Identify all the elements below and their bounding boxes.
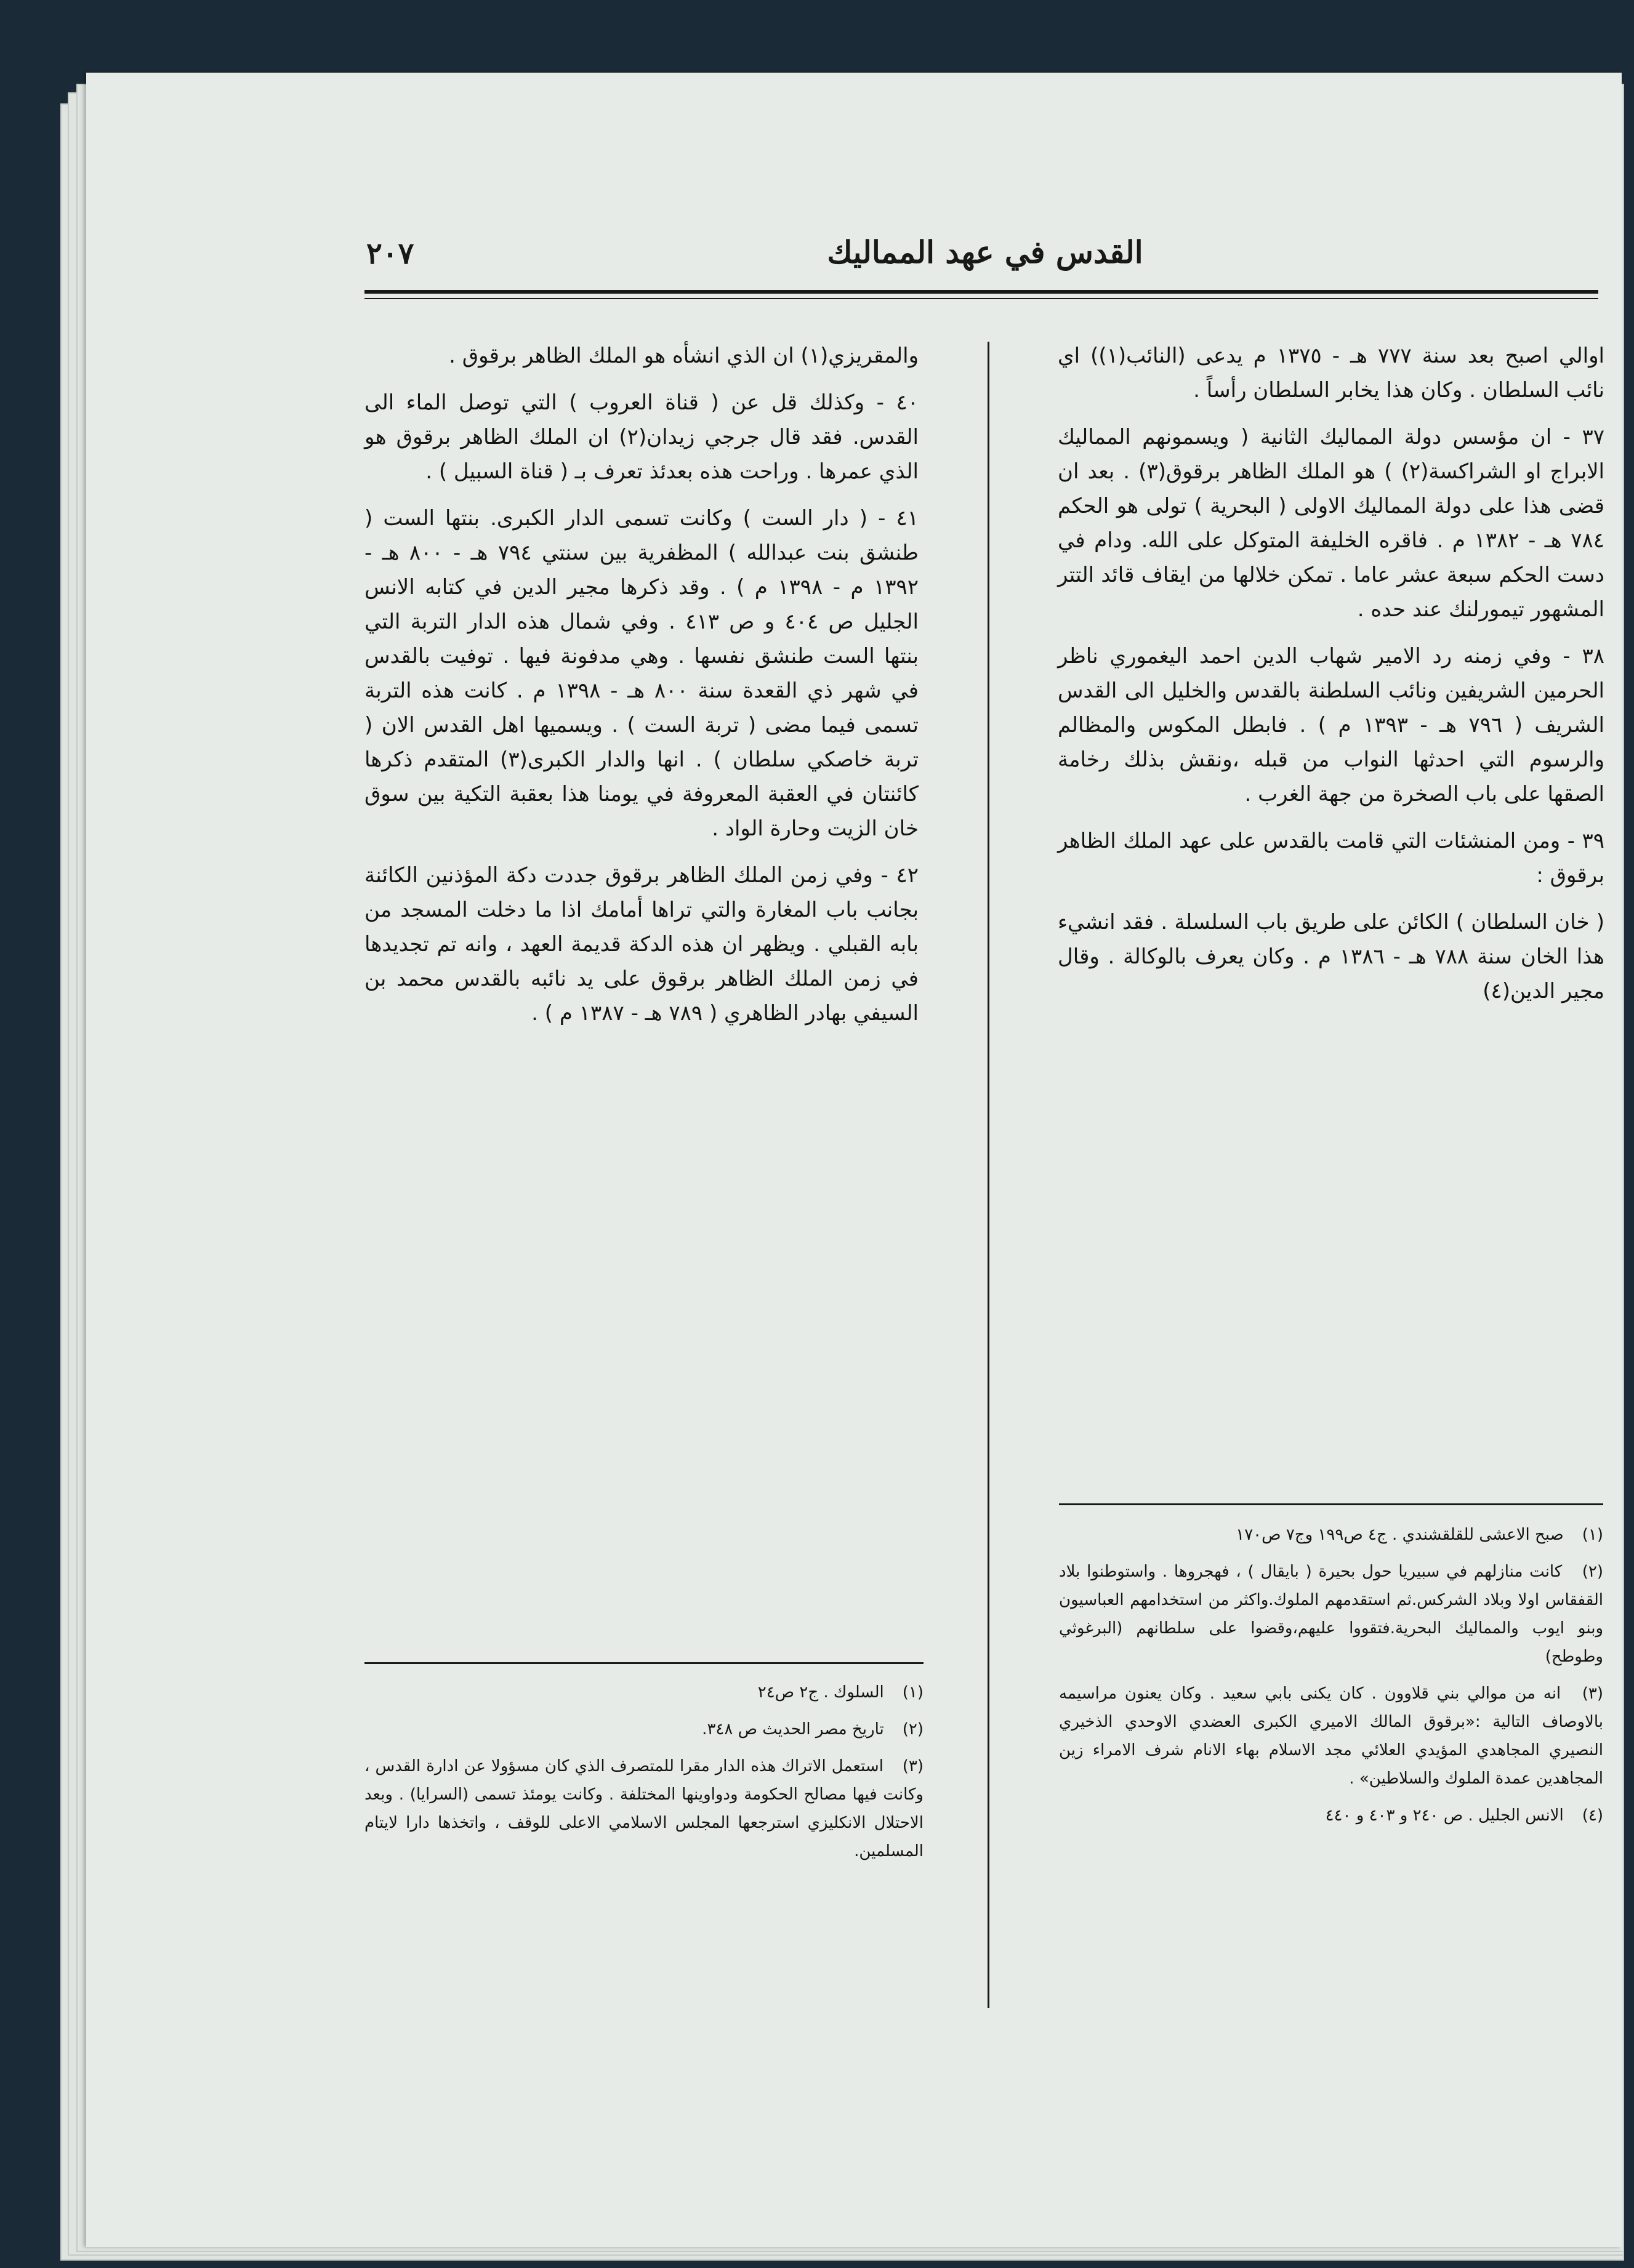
- paragraph: ٤٢ - وفي زمن الملك الظاهر برقوق جددت دكة المؤذنين الكائنة بجانب باب المغارة والتي تراها أمامك اذا ما دخلت المسجد من بابه القبلي . ويظهر ان هذه الدكة قديمة العهد ، وانه تم تجديدها في زمن الملك الظاهر برقوق على يد نائبه بالقدس محمد بن السيفي بهادر الظاهري ( ٧٨٩ هـ - ١٣٨٧ م ) .: [364, 863, 919, 1026]
- footnote-number: (١): [1582, 1526, 1603, 1544]
- footnote: [1059, 1521, 1603, 1549]
- paragraph: ( خان السلطان ) الكائن على طريق باب السلسلة . فقد انشيء هذا الخان سنة ٧٨٨ هـ - ١٣٨٦ م . وكان يعرف بالوكالة . وقال مجير الدين(٤): [1058, 910, 1604, 1003]
- footnote: [1059, 1679, 1603, 1793]
- right-column: [1058, 339, 1604, 1021]
- footnote-number: (٢): [1582, 1562, 1604, 1581]
- footnote-text: صبح الاعشى للقلقشندي . ج٤ ص١٩٩ وج٧ ص١٧٠: [1236, 1526, 1564, 1544]
- footnote: [364, 1678, 924, 1707]
- footnote-rule: [1059, 1503, 1603, 1505]
- page-number: ٢٠٧: [366, 236, 414, 271]
- footnote-text: انه من موالي بني قلاوون . كان يكنى بابي سعيد . وكان يعنون مراسيمه بالاوصاف التالية :«برقوق المالك الاميري الكبرى العضدي الاوحدي الذخيري النصيري المجاهدي المؤيدي العلائي مجد الاسلام بهاء الانام شرف الامراء زين المجاهدين عمدة الملوك والسلاطين» .: [1059, 1684, 1603, 1788]
- paragraph: ٤٠ - وكذلك قل عن ( قناة العروب ) التي توصل الماء الى القدس. فقد قال جرجي زيدان(٢) ان الملك الظاهر برقوق هو الذي عمرها . وراحت هذه بعدئذ تعرف بـ ( قناة السبيل ) .: [364, 390, 919, 484]
- left-column: [364, 339, 919, 1043]
- running-header-title: القدس في عهد المماليك: [827, 234, 1143, 270]
- footnote: [1059, 1801, 1603, 1830]
- paragraph: ٤١ - ( دار الست ) وكانت تسمى الدار الكبرى. بنتها الست ( طنشق بنت عبدالله ) المظفرية بين سنتي ٧٩٤ هـ - ٨٠٠ هـ - ١٣٩٢ م - ١٣٩٨ م ) . وقد ذكرها مجير الدين في كتابه الانس الجليل ص ٤٠٤ و ص ٤١٣ . وفي شمال هذه الدار التربة التي بنتها الست طنشق نفسها . وهي مدفونة فيها . توفيت بالقدس في شهر ذي القعدة سنة ٨٠٠ هـ - ١٣٩٨ م . كانت هذه التربة تسمى فيما مضى ( تربة الست ) . ويسميها اهل القدس الان ( تربة خاصكي سلطان ) . انها والدار الكبرى(٣) المتقدم ذكرها كائنتان في العقبة المعروفة في يومنا هذا بعقبة التكية بين سوق خان الزيت وحارة الواد .: [364, 506, 919, 841]
- left-footnotes: [364, 1678, 924, 1874]
- footnote-text: كانت منازلهم في سبيريا حول بحيرة ( بايقال ) ، فهجروها . واستوطنوا بلاد القفقاس اولا وبلاد الشركس.ثم استقدمهم الملوك.واكثر من استخدامهم العباسيون وبنو ايوب والمماليك البحرية.فتقووا عليهم،وقضوا على سلطانهم (البرغوثي وطوطح): [1059, 1562, 1603, 1666]
- footnote-rule: [364, 1662, 924, 1664]
- paragraph: والمقريزي(١) ان الذي انشأه هو الملك الظاهر برقوق .: [449, 344, 919, 368]
- paragraph: ٣٨ - وفي زمنه رد الامير شهاب الدين احمد اليغموري ناظر الحرمين الشريفين ونائب السلطنة بالقدس والخليل الى القدس الشريف ( ٧٩٦ هـ - ١٣٩٣ م ) . فابطل المكوس والمظالم والرسوم التي احدثها النواب من قبله ،ونقش بذلك رخامة الصقها على باب الصخرة من جهة الغرب .: [1058, 644, 1604, 806]
- footnote-text: الانس الجليل . ص ٢٤٠ و ٤٠٣ و ٤٤٠: [1325, 1806, 1564, 1825]
- paragraph: ٣٧ - ان مؤسس دولة المماليك الثانية ( ويسمونهم المماليك الابراج او الشراكسة(٢) ) هو الملك الظاهر برقوق(٣) . بعد ان قضى هذا على دولة المماليك الاولى ( البحرية ) تولى هو الحكم ٧٨٤ هـ - ١٣٨٢ م . فاقره الخليفة المتوكل على الله. ودام في دست الحكم سبعة عشر عاما . تمكن خلالها من ايقاف قائد التتر المشهور تيمورلنك عند حده .: [1058, 425, 1604, 622]
- right-footnotes: [1059, 1521, 1603, 1838]
- footnote-text: تاريخ مصر الحديث ص ٣٤٨.: [702, 1720, 884, 1739]
- column-divider: [988, 342, 989, 2008]
- footnote-number: (١): [902, 1683, 924, 1702]
- header-rule: [364, 290, 1598, 294]
- footnote-text: استعمل الاتراك هذه الدار مقرا للمتصرف الذي كان مسؤولا عن ادارة القدس ، وكانت فيها مصالح الحكومة ودواوينها المختلفة . وكانت يومئذ تسمى (السرايا) . وبعد الاحتلال الانكليزي استرجعها المجلس الاسلامي الاعلى للوقف ، واتخذها دارا لايتام المسلمين.: [364, 1757, 924, 1860]
- footnote: [1059, 1558, 1603, 1671]
- footnote-number: (٤): [1582, 1806, 1603, 1825]
- footnote-text: السلوك . ج٢ ص٢٤: [757, 1683, 884, 1702]
- header-rule-thin: [364, 298, 1598, 299]
- footnote-number: (٢): [902, 1720, 924, 1739]
- paragraph: ٣٩ - ومن المنشئات التي قامت بالقدس على عهد الملك الظاهر برقوق :: [1058, 829, 1604, 888]
- footnote-number: (٣): [1582, 1684, 1603, 1703]
- footnote-number: (٣): [902, 1757, 924, 1775]
- footnote: [364, 1752, 924, 1865]
- paragraph: اوالي اصبح بعد سنة ٧٧٧ هـ - ١٣٧٥ م يدعى (النائب(١)) اي نائب السلطان . وكان هذا يخابر السلطان رأساً .: [1058, 344, 1604, 403]
- footnote: [364, 1715, 924, 1743]
